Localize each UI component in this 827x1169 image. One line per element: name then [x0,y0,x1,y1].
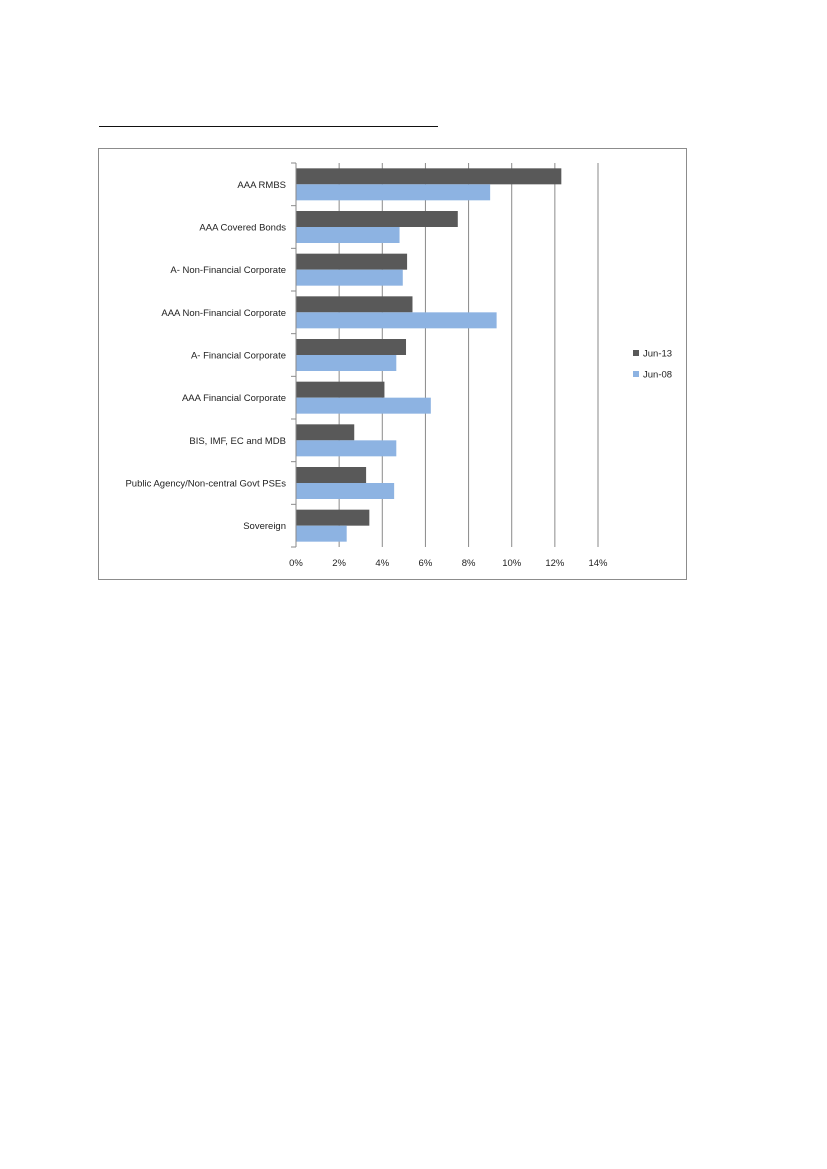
category-label: AAA Non-Financial Corporate [161,307,286,319]
bar-jun-08 [296,483,394,499]
bar-jun-13 [296,168,561,184]
axes [291,163,296,547]
legend-label: Jun-13 [643,348,673,360]
bar-jun-08 [296,526,347,542]
bar-chart [99,149,685,578]
bar-jun-13 [296,424,354,440]
x-tick-label: 6% [418,558,433,569]
category-label: Public Agency/Non-central Govt PSEs [125,478,286,490]
x-tick-label: 0% [289,558,303,569]
bar-jun-13 [296,339,406,355]
category-label: AAA Covered Bonds [199,222,286,234]
tick-labels [289,558,608,569]
x-tick-label: 8% [461,558,476,569]
bar-jun-13 [296,296,412,312]
bars [296,168,561,541]
category-label: BIS, IMF, EC and MDB [189,435,286,447]
bar-jun-13 [296,510,369,526]
bar-jun-08 [296,227,400,243]
category-label: AAA Financial Corporate [181,393,286,405]
bar-jun-13 [296,211,458,227]
x-tick-label: 2% [332,558,347,569]
legend-label: Jun-08 [643,369,673,381]
legend [633,349,672,381]
bar-jun-13 [296,467,366,483]
bar-jun-08 [296,312,497,328]
bar-jun-08 [296,440,396,456]
chart-frame [98,148,687,580]
x-tick-label: 12% [545,558,565,569]
bar-jun-08 [296,355,396,371]
category-label: Sovereign [243,521,286,533]
bar-jun-08 [296,270,403,286]
category-labels [125,180,286,532]
legend-swatch-jun-13 [633,350,639,356]
x-tick-label: 4% [375,558,390,569]
category-label: A- Non-Financial Corporate [170,265,286,277]
header-rule [99,126,438,127]
bar-jun-13 [296,254,407,270]
legend-swatch-jun-08 [633,371,639,377]
bar-jun-08 [296,398,431,414]
category-label: A- Financial Corporate [190,350,286,362]
category-label: AAA RMBS [237,179,286,191]
bar-jun-08 [296,184,490,200]
x-tick-label: 14% [588,558,608,569]
x-tick-label: 10% [502,558,522,569]
bar-jun-13 [296,382,384,398]
